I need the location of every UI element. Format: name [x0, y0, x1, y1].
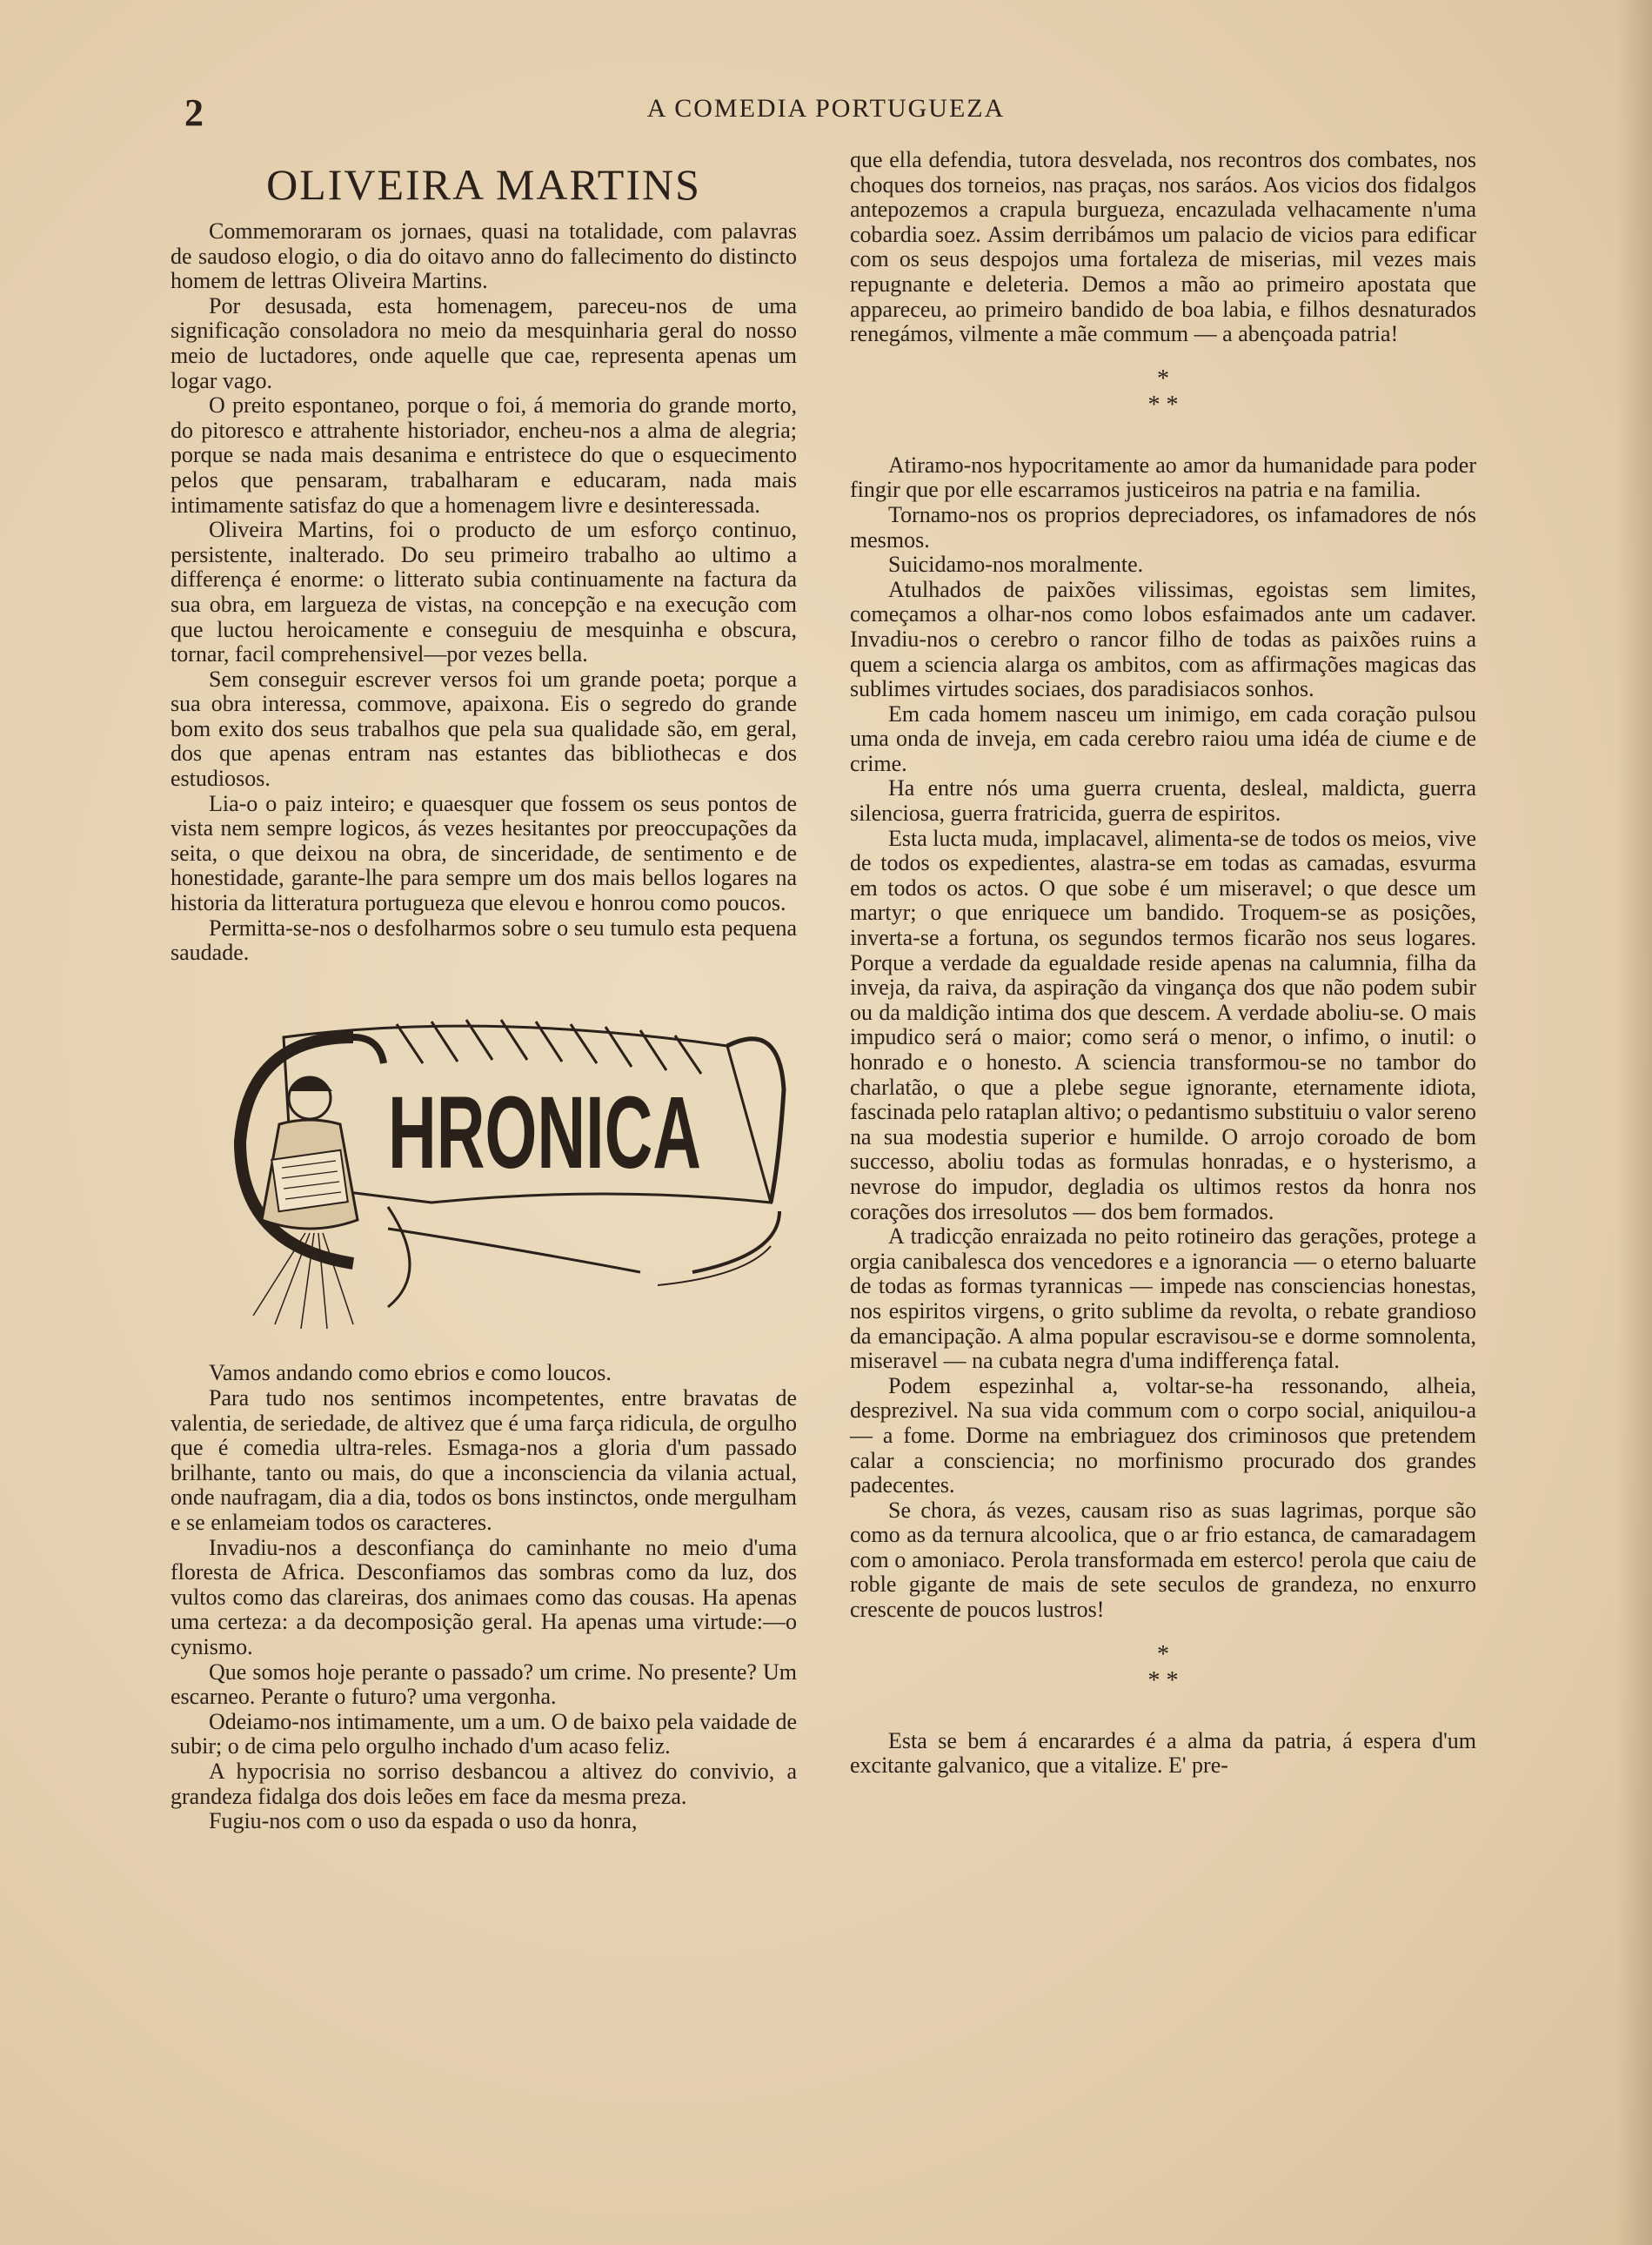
chronicle-paragraph: Suicidamo-nos moralmente.: [888, 552, 1144, 578]
chronicle-paragraph: Podem espezinhal a, voltar-se-ha ressonando, alheia, desprezivel. Na sua vida commum com o corpo social, aniquilou-a — a fome. Dorme na embriaguez dos criminosos que pretendem calar a consciencia; no morfinismo procurado dos grandes padecentes.: [850, 1372, 1476, 1498]
article-paragraph: Oliveira Martins, foi o producto de um esforço continuo, persistente, inalterado. Do seu primeiro trabalho ao ultimo a differença é enorme: o litterato subia continuamente na factura da sua obra, em largueza de vistas, na concepção e na execução com que luctou heroicamente e conseguiu de mesquinha e obscura, tornar, facil comprehensivel—por vezes bella.: [171, 517, 797, 667]
article-paragraph: Permitta-se-nos o desfolharmos sobre o seu tumulo esta pequena saudade.: [171, 915, 797, 966]
chronicle-paragraph: Em cada homem nasceu um inimigo, em cada coração pulsou uma onda de inveja, em cada cerebro raiou uma idéa de ciume e de crime.: [850, 700, 1476, 776]
chronica-banner-illustration: [171, 985, 797, 1333]
section-asterism: [850, 366, 1476, 419]
chronicle-paragraph: Atulhados de paixões vilissimas, egoistas sem limites, começamos a olhar-nos como lobos esfaimados ante um cadaver. Invadiu-nos o cerebro o rancor filho de todas as paixões ruins a quem a sciencia alarga os ambitos, com as affirmações magicas das sublimes virtudes sociaes, dos paradisiacos sonhos.: [850, 576, 1476, 702]
chronicle-paragraph: que ella defendia, tutora desvelada, nos recontros dos combates, nos choques dos torneios, nas praças, nos saráos. Aos vicios dos fidalgos antepozemos a crapula burgueza, encazulada velhacamente n'uma cobardia soez. Assim derribámos um palacio de vicios para edificar com os seus despojos uma fortaleza de miserias, mil vezes mais repugnante e deleteria. Demos a mão ao primeiro apostata que appareceu, ao primeiro bandido de boa labia, e filhos desnaturados renegámos, vilmente a mãe commum — a abençoada patria!: [850, 147, 1476, 347]
chronicle-paragraph: Odeiamo-nos intimamente, um a um. O de baixo pela vaidade de subir; o de cima pelo orgulho inchado d'um acaso feliz.: [171, 1708, 797, 1759]
left-column: [171, 148, 797, 1834]
chronicle-paragraph: Atiramo-nos hypocritamente ao amor da humanidade para poder fingir que por elle escarramos justiceiros na patria e na familia.: [850, 452, 1476, 503]
chronicle-paragraph: Tornamo-nos os proprios depreciadores, os infamadores de nós mesmos.: [850, 501, 1476, 553]
article-paragraph: Commemoraram os jornaes, quasi na totalidade, com palavras de saudoso elogio, o dia do oitavo anno do fallecimento do distincto homem de lettras Oliveira Martins.: [171, 218, 797, 294]
article-paragraph: Sem conseguir escrever versos foi um grande poeta; porque a sua obra interessa, commove, apaixona. Eis o segredo do grande bom exito dos seus trabalhos que pela sua qualidade são, em geral, dos que apenas entram nas estantes das bibliothecas e dos estudiosos.: [171, 666, 797, 792]
chronicle-paragraph: A tradicção enraizada no peito rotineiro das gerações, protege a orgia canibalesca dos vencedores e a ignorancia — o eterno baluarte de todas as formas tyrannicas — impede nas consciencias honestas, nos espiritos virgens, o grito sublime da revolta, o rebate grandioso da emancipação. A alma popular escravisou-se e dorme somnolenta, miseravel — na cubata negra d'uma indifferença fatal.: [850, 1223, 1476, 1374]
chronicle-paragraph: Invadiu-nos a desconfiança do caminhante no meio d'uma floresta de Africa. Desconfiamos das sombras como da luz, dos vultos como das clareiras, dos animaes como das cousas. Ha apenas uma certeza: a da decomposição geral. Ha apenas uma virtude:—o cynismo.: [171, 1534, 797, 1659]
article-paragraph: Por desusada, esta homenagem, pareceu-nos de uma significação consoladora no meio da mesquinharia geral do nosso meio de luctadores, onde aquelle que cae, representa apenas um logar vago.: [171, 292, 797, 393]
chronicle-paragraph: Esta lucta muda, implacavel, alimenta-se de todos os meios, vive de todos os expedientes, alastra-se em todas as camadas, esvurma em todos os actos. O que sobe é um miseravel; o que desce um martyr; o que enriquece um bandido. Troquem-se as posições, inverta-se a fortuna, os segundos termos ficarão nos seus logares. Porque a verdade da egualdade reside apenas na calumnia, filha da inveja, da raiva, da aspiração da vingança dos que não podem subir ou da maldição intima dos que descem. A verdade aboliu-se. O mais impudico será o maior; como será o menor, o infimo, o inutil: o honrado e o honesto. A sciencia transformou-se no tambor do charlatão, o que a plebe segue ignorante, eternamente idiota, fascinada pelo rataplan altivo; o pedantismo substituiu o valor sereno na sua modestia superior e humilde. O arrojo coroado de bom successo, aboliu todas as formulas honradas, e o hysterismo, a nevrose do impudor, degladia os ultimos restos da honra nos corações dos irresolutos — dos bem formados.: [850, 825, 1476, 1224]
chronicle-paragraph: A hypocrisia no sorriso desbancou a altivez do convivio, a grandeza fidalga dos dois leões em face da mesma preza.: [171, 1758, 797, 1809]
chronicle-paragraph: Vamos andando como ebrios e como loucos.: [209, 1360, 612, 1386]
page-spine-shadow: [1617, 0, 1652, 2245]
chronicle-paragraph: Se chora, ás vezes, causam riso as suas lagrimas, porque são como as da ternura alcoolica, que o ar frio estanca, de camaradagem com o amoniaco. Perola transformada em esterco! perola que caiu de roble gigante de mais de sete seculos de grandeza, no enxurro crescente de poucos lustros!: [850, 1497, 1476, 1623]
chronicle-paragraph: Esta se bem á encarardes é a alma da patria, á espera d'um excitante galvanico, que a vitalize. E' pre-: [850, 1727, 1476, 1779]
asterism-star: *: [1157, 365, 1169, 392]
section-asterism: [850, 1642, 1476, 1694]
chronicle-paragraph: Para tudo nos sentimos incompetentes, entre bravatas de valentia, de seriedade, de altivez que é uma farça ridicula, de orgulho que é comedia ultra-reles. Esmaga-nos a gloria d'um passado brilhante, tanto ou mais, do que a inconsciencia da vilania actual, onde naufragam, dia a dia, todos os bons instinctos, onde mergulham e se enlameiam todos os caracteres.: [171, 1385, 797, 1535]
page-number: 2: [184, 91, 204, 134]
asterism-star: * *: [1147, 1666, 1179, 1694]
article-title: OLIVEIRA MARTINS: [266, 160, 701, 209]
article-paragraph: O preito espontaneo, porque o foi, á memoria do grande morto, do pitoresco e attrahente historiador, encheu-nos a alma de alegria; porque se nada mais desanima e entristece do que o esquecimento pelos que pensaram, trabalharam e educaram, nada mais intimamente satisfaz do que a homenagem livre e desinteressada.: [171, 392, 797, 518]
asterism-star: *: [1157, 1640, 1169, 1668]
right-column: [850, 148, 1476, 1779]
running-head: A COMEDIA PORTUGUEZA: [646, 94, 1006, 123]
asterism-star: * *: [1147, 391, 1179, 419]
article-paragraph: Lia-o o paiz inteiro; e quaesquer que fossem os seus pontos de vista nem sempre logicos, ás vezes hesitantes por preoccupações da seita, o que deixou na obra, de sinceridade, de sentimento e de honestidade, garante-lhe para sempre um dos mais bellos logares na historia da litteratura portugueza que elevou e honrou como poucos.: [171, 790, 797, 916]
chronicle-paragraph: Ha entre nós uma guerra cruenta, desleal, maldicta, guerra silenciosa, guerra fratricida, guerra de espiritos.: [850, 775, 1476, 827]
chronicle-paragraph: Que somos hoje perante o passado? um crime. No presente? Um escarneo. Perante o futuro? uma vergonha.: [171, 1659, 797, 1710]
chronicle-paragraph: Fugiu-nos com o uso da espada o uso da honra,: [209, 1808, 638, 1834]
banner-lettering: HRONICA: [388, 1075, 701, 1190]
